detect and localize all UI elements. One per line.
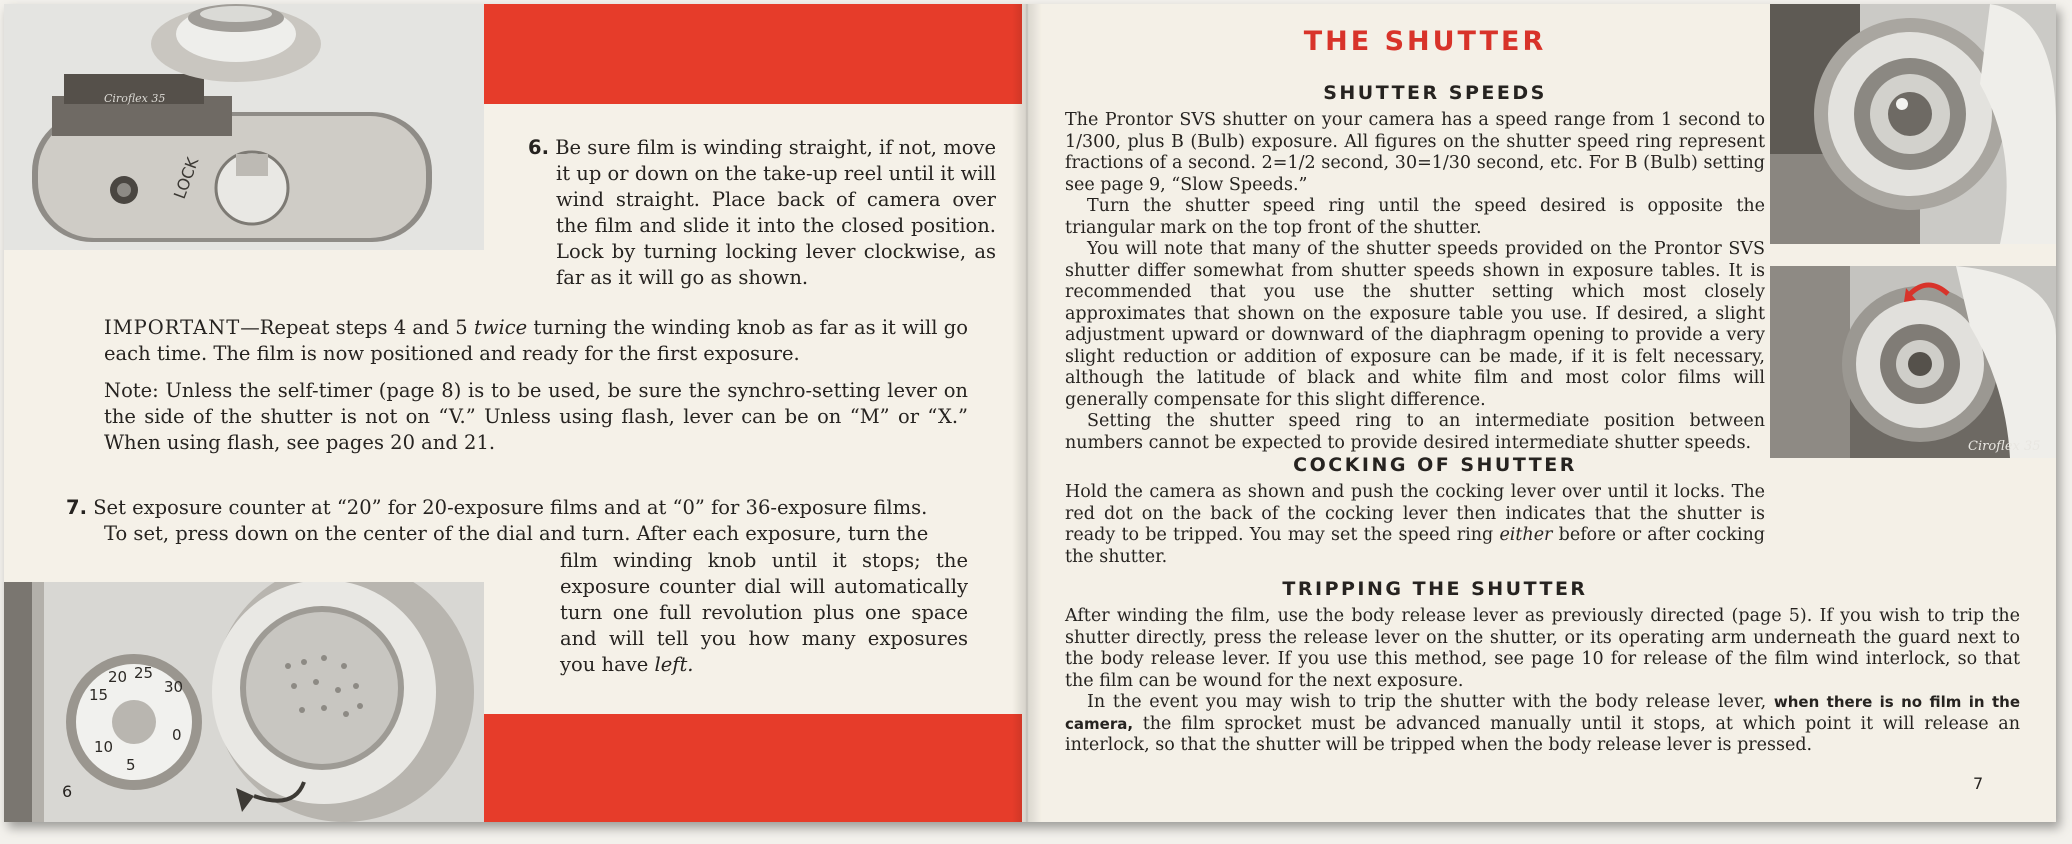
page-number-left: 6 <box>62 782 73 801</box>
step-6-number: 6. <box>528 136 549 159</box>
tripping-bold: when there is no film in the camera, <box>1065 693 2020 733</box>
camera-lock-label: LOCK <box>169 154 203 202</box>
step-7-rest <box>560 548 968 678</box>
important-paragraph <box>104 315 968 367</box>
page-title: THE SHUTTER <box>1303 26 1547 57</box>
cocking-emphasis: either <box>1499 525 1553 545</box>
camera-brand-label: Ciroflex 35 <box>104 92 166 105</box>
exposure-counter-photo <box>4 582 484 822</box>
speeds-paragraph-1: The Prontor SVS shutter on your camera has a speed range from 1 second to 1/300, plus B (Bulb) exposure. All figures on the shutter speed ring represent fractions of a second. 2=1/2 second, 30=1/30 second, etc. For B (Bulb) setting see page 9, “Slow Speeds.” <box>1065 110 1765 195</box>
dial-number-20: 20 <box>108 668 128 686</box>
step-7-intro <box>66 495 968 547</box>
heading-cocking: COCKING OF SHUTTER <box>1293 454 1577 476</box>
dial-number-30: 30 <box>164 678 184 696</box>
photo-brand-label: Ciroflex 35 <box>1968 439 2041 454</box>
shutter-speeds-text <box>1065 110 1765 454</box>
shutter-speed-photo <box>1770 4 2056 244</box>
page-number-right: 7 <box>1973 774 1984 793</box>
step-7-line2: To set, press down on the center of the dial and turn. After each exposure, turn the <box>104 522 929 545</box>
step-7-rest-emphasis: left. <box>654 653 694 676</box>
tripping-text-a: In the event you may wish to trip the shutter with the body release lever, <box>1087 692 1774 712</box>
heading-tripping: TRIPPING THE SHUTTER <box>1282 578 1588 600</box>
right-page <box>1025 4 2056 822</box>
dial-number-5: 5 <box>126 756 136 774</box>
step-7-rest-text: film winding knob until it stops; the exposure counter dial will automatically turn one full revolution plus one space and will tell you how many exposures you have <box>560 549 968 676</box>
important-label: IMPORTANT <box>104 316 241 339</box>
cocking-text-a: Hold the camera as shown and push the cocking lever over until it locks. The red dot on the back of the cocking lever then indicates that the shutter is ready to be tripped. You may set the speed ring <box>1065 482 1765 545</box>
cocking-text-b: before or after cocking the shutter. <box>1065 525 1765 567</box>
important-text-a: —Repeat steps 4 and 5 <box>240 316 474 339</box>
note-paragraph: Note: Unless the self-timer (page 8) is to be used, be sure the synchro-setting lever on the side of the shutter is not on “V.” Unless using flash, lever can be on “M” or “X.” When using flash, see pages 20 and 21. <box>104 379 968 454</box>
step-6 <box>528 135 996 291</box>
step-7-number: 7. <box>66 496 87 519</box>
cocking-text <box>1065 482 1765 568</box>
step-6-text: Be sure film is winding straight, if not, move it up or down on the take-up reel until it will wind straight. Place back of camera over the film and slide it into the closed position. Lock by turning locking lever clockwise, as far as it will go as shown. <box>555 136 996 289</box>
important-emphasis: twice <box>473 316 528 339</box>
heading-shutter-speeds: SHUTTER SPEEDS <box>1323 82 1547 104</box>
speeds-paragraph-2: Turn the shutter speed ring until the speed desired is opposite the triangular mark on the top front of the shutter. <box>1065 196 1765 238</box>
dial-number-25: 25 <box>134 664 154 682</box>
tripping-text-b: the film sprocket must be advanced manually until it stops, at which point it will release an interlock, so that the shutter will be tripped when the body release lever is pressed. <box>1065 713 2020 755</box>
dial-number-0: 0 <box>172 726 182 744</box>
speeds-paragraph-4: Setting the shutter speed ring to an intermediate position between numbers cannot be expected to provide desired intermediate shutter speeds. <box>1065 411 1765 453</box>
dial-number-15: 15 <box>89 686 109 704</box>
dial-number-10: 10 <box>94 738 114 756</box>
speeds-paragraph-3: You will note that many of the shutter speeds provided on the Prontor SVS shutter differ somewhat from shutter speeds shown in exposure tables. It is recommended that you use the shutter setting which most closely approximates that shown on the exposure table you use. If desired, a slight adjustment upward or downward of the diaphragm opening to provide a very slight reduction or addition of exposure can be made, if it is felt necessary, although the latitude of black and white film and most color films will generally compensate for this slight difference. <box>1065 239 1765 410</box>
left-page <box>4 4 1025 822</box>
tripping-paragraph-2 <box>1065 692 2020 757</box>
red-block-bottom <box>484 714 1022 822</box>
booklet-spread <box>4 4 2056 822</box>
tripping-paragraph-1: After winding the film, use the body release lever as previously directed (page 5). If you wish to trip the shutter directly, press the release lever on the shutter, or its operating arm underneath the guard next to the body release lever. If you use this method, see page 10 for release of the film wind interlock, so that the film can be wound for the next exposure. <box>1065 606 2020 691</box>
step-7-line1: Set exposure counter at “20” for 20-exposure films and at “0” for 36-exposure films. <box>93 496 928 519</box>
important-text-b: turning the winding knob as far as it will go each time. The film is now positioned and ready for the first exposure. <box>104 316 968 365</box>
camera-back-photo <box>4 4 484 250</box>
tripping-text <box>1065 606 2020 757</box>
cocking-shutter-photo <box>1770 266 2056 458</box>
red-block-top <box>484 4 1022 104</box>
